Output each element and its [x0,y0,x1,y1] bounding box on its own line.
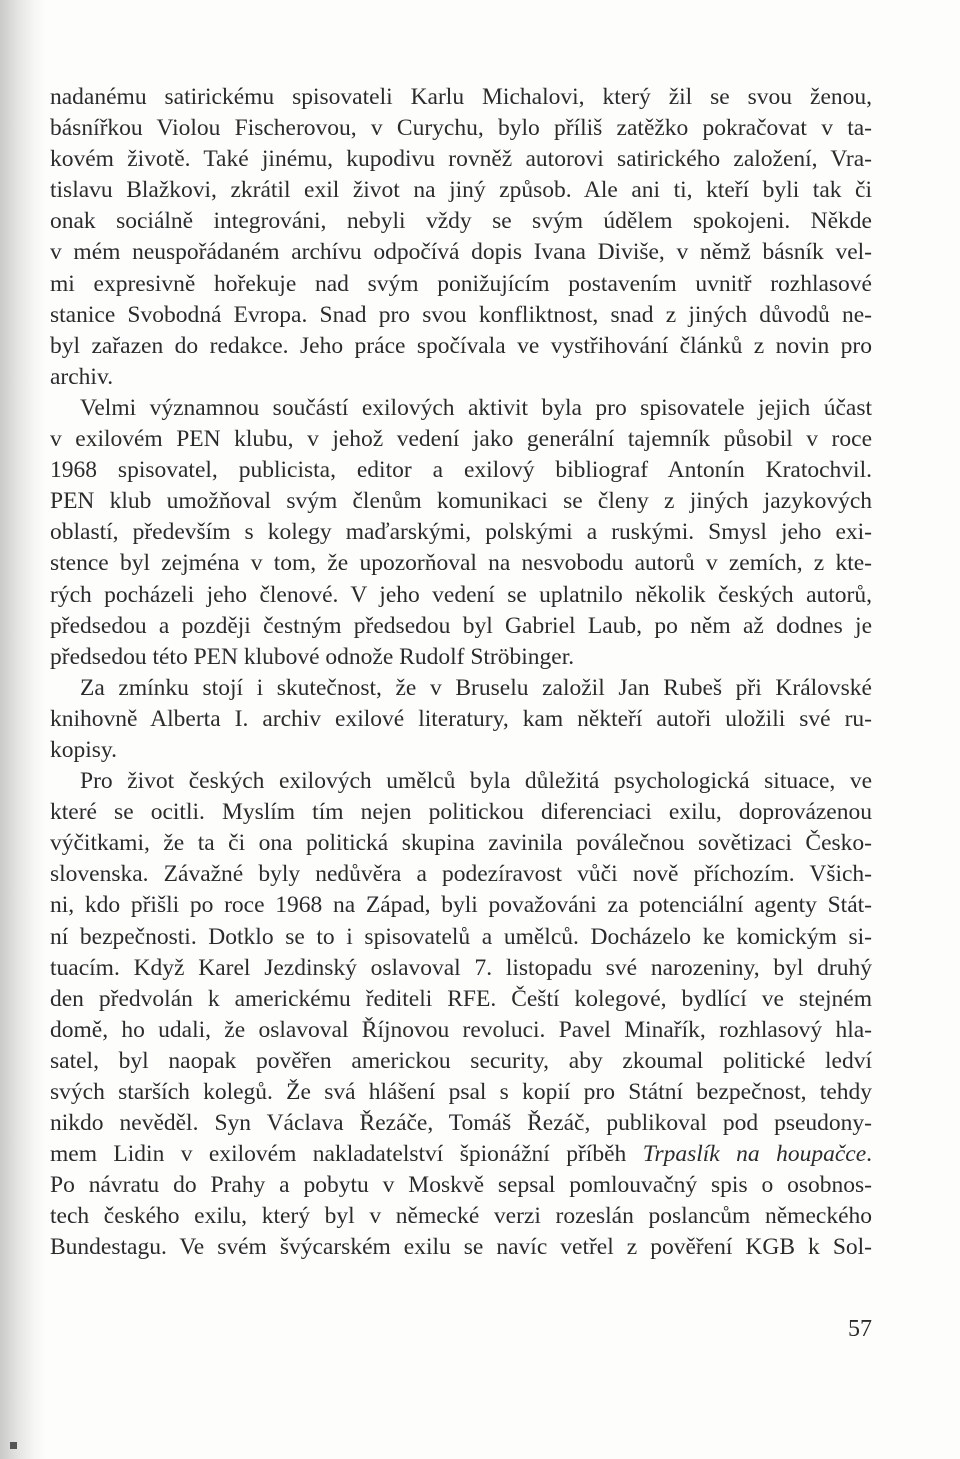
body-text [50,82,872,1264]
text-line: Za zmínku stojí i skutečnost, že v Bruselu založil Jan Rubeš při Královské [80,674,872,701]
text-line: archiv. [50,363,114,390]
text-line-with-italic-title [50,1139,872,1170]
text-line: Velmi významnou součástí exilových aktivit byla pro spisovatele jejich účast [80,394,872,421]
book-title-italic: Trpaslík na houpačce [642,1141,867,1168]
text-line: ní bezpečnosti. Dotklo se to i spisovatelů a umělců. Docházelo ke komickým si- [50,923,872,950]
text-line: předsedou a později čestným předsedou byl Gabriel Laub, po něm až dodnes je [50,612,872,639]
text-line: domě, ho udali, že oslavoval Říjnovou revoluci. Pavel Minařík, rozhlasový hla- [50,1016,872,1043]
text-line: tislavu Blažkovi, zkrátil exil život na jiný způsob. Ale ani ti, kteří byli tak či [50,177,872,204]
text-line: v exilovém PEN klubu, v jehož vedení jako generální tajemník působil v roce [50,426,872,453]
text-line: ni, kdo přišli po roce 1968 na Západ, byli považováni za potenciální agenty Stát- [50,892,872,919]
text-line: předsedou této PEN klubové odnože Rudolf Ströbinger. [50,643,575,670]
text-line: v mém neuspořádaném archívu odpočívá dopis Ivana Diviše, v němž básník vel- [50,239,872,266]
text-line: stence byl zejména v tom, že upozorňoval na nesvobodu autorů v zemích, z kte- [50,550,872,577]
text-line: mi expresivně hořekuje nad svým ponižujícím postavením uvnitř rozhlasové [50,270,872,297]
scan-mark [10,1442,17,1449]
text-line: Pro život českých exilových umělců byla důležitá psychologická situace, ve [80,768,872,795]
text-line: byl zařazen do redakce. Jeho práce spočívala ve vystřihování článků z novin pro [50,332,872,359]
text-line: onak sociálně integrováni, nebyli vždy se svým údělem spokojeni. Někde [50,208,872,235]
page-number: 57 [848,1316,872,1342]
text-line: výčitkami, že ta či ona politická skupina zavinila poválečnou sovětizaci Česko- [50,830,872,857]
text-line: kopisy. [50,736,118,763]
text-line: PEN klub umožňoval svým členům komunikaci se členy z jiných jazykových [50,488,872,515]
text-line: rých pocházeli jeho členové. V jeho vedení se uplatnilo několik českých autorů, [50,581,872,608]
text-line: svých starších kolegů. Že svá hlášení psal s kopií pro Státní bezpečnost, tehdy [50,1079,872,1105]
text-line: nadanému satirickému spisovateli Karlu Michalovi, který žil se svou ženou, [50,84,872,110]
text-line: nikdo nevěděl. Syn Václava Řezáče, Tomáš Řezáč, publikoval pod pseudony- [50,1110,872,1137]
text-segment: mem Lidin v exilovém nakladatelství špionážní příběh [50,1141,643,1168]
text-line: tuacím. Když Karel Jezdinský oslavoval 7. listopadu své narozeniny, byl druhý [50,954,872,981]
text-line: slovenska. Závažné byly nedůvěra a podezíravost vůči nově příchozím. Všich- [50,861,872,888]
text-line: oblastí, především s kolegy maďarskými, polskými a ruskými. Smysl jeho exi- [50,519,872,546]
text-line: tech českého exilu, který byl v německé verzi rozeslán poslancům německého [50,1203,872,1230]
text-segment: . [866,1141,873,1168]
text-line: básnířkou Violou Fischerovou, v Curychu, bylo příliš zatěžko pokračovat v ta- [50,115,872,142]
text-line: satel, byl naopak pověřen americkou security, aby zkoumal politické ledví [50,1047,872,1074]
text-line: knihovně Alberta I. archiv exilové literatury, kam někteří autoři uložili své ru- [50,705,872,732]
text-line: 1968 spisovatel, publicista, editor a exilový bibliograf Antonín Kratochvil. [50,457,872,484]
text-line: Po návratu do Prahy a pobytu v Moskvě sepsal pomlouvačný spis o osobnos- [50,1172,872,1199]
binding-shadow [0,0,46,1459]
text-line: které se ocitli. Myslím tím nejen politickou diferenciaci exilu, doprovázenou [50,799,872,826]
text-line: den předvolán k americkému řediteli RFE. Čeští kolegové, bydlící ve stejném [50,985,872,1012]
text-line: Bundestagu. Ve svém švýcarském exilu se navíc vetřel z pověření KGB k Sol- [50,1234,872,1261]
text-line: stanice Svobodná Evropa. Snad pro svou konfliktnost, snad z jiných důvodů ne- [50,301,872,328]
text-line: kovém životě. Také jinému, kupodivu rovněž autorovi satirického založení, Vra- [50,146,872,173]
